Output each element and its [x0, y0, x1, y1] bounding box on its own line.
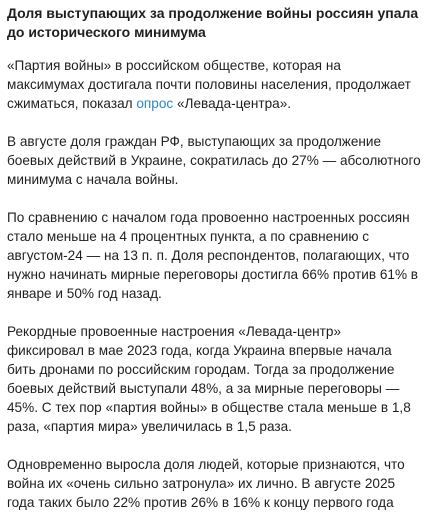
poll-link[interactable]: опрос	[136, 96, 174, 111]
paragraph-1-text-after: «Левада-центра».	[173, 96, 292, 111]
paragraph-1-text-before: «Партия войны» в российском обществе, которая на максимумах достигала почти половины населения, продолжает сжиматься, показал	[7, 58, 411, 111]
post-title: Доля выступающих за продолжение войны россиян упала до исторического минимума	[7, 5, 419, 40]
paragraph-3: По сравнению с началом года провоенно настроенных россиян стало меньше на 4 процентных пункта, а по сравнению с августом-24 — на 13 п. п. Доля респондентов, полагающих, что нужно начинать мирные переговоры достигла 66% против 61% в январе и 50% год назад.	[7, 210, 419, 301]
paragraph-4: Рекордные провоенные настроения «Левада-центр» фиксировал в мае 2023 года, когда Украина впервые начала бить дронами по российским городам. Тогда за продолжение боевых действий выступали 48%, а за мирные переговоры — 45%. С тех пор «партия войны» в обществе стала меньше в 1,8 раза, «партия мира» увеличилась в 1,5 раза.	[7, 324, 411, 434]
post	[7, 0, 421, 531]
paragraph-1	[7, 56, 421, 113]
paragraph-2: В августе доля граждан РФ, выступающих за продолжение боевых действий в Украине, сократилась до 27% — абсолютного минимума с начала войны.	[7, 134, 421, 187]
paragraph-5: Одновременно выросла доля людей, которые признаются, что война их «очень сильно затронула» их лично. В августе 2025 года таких было 22% против 26% в 16% к концу первого года	[7, 457, 405, 510]
